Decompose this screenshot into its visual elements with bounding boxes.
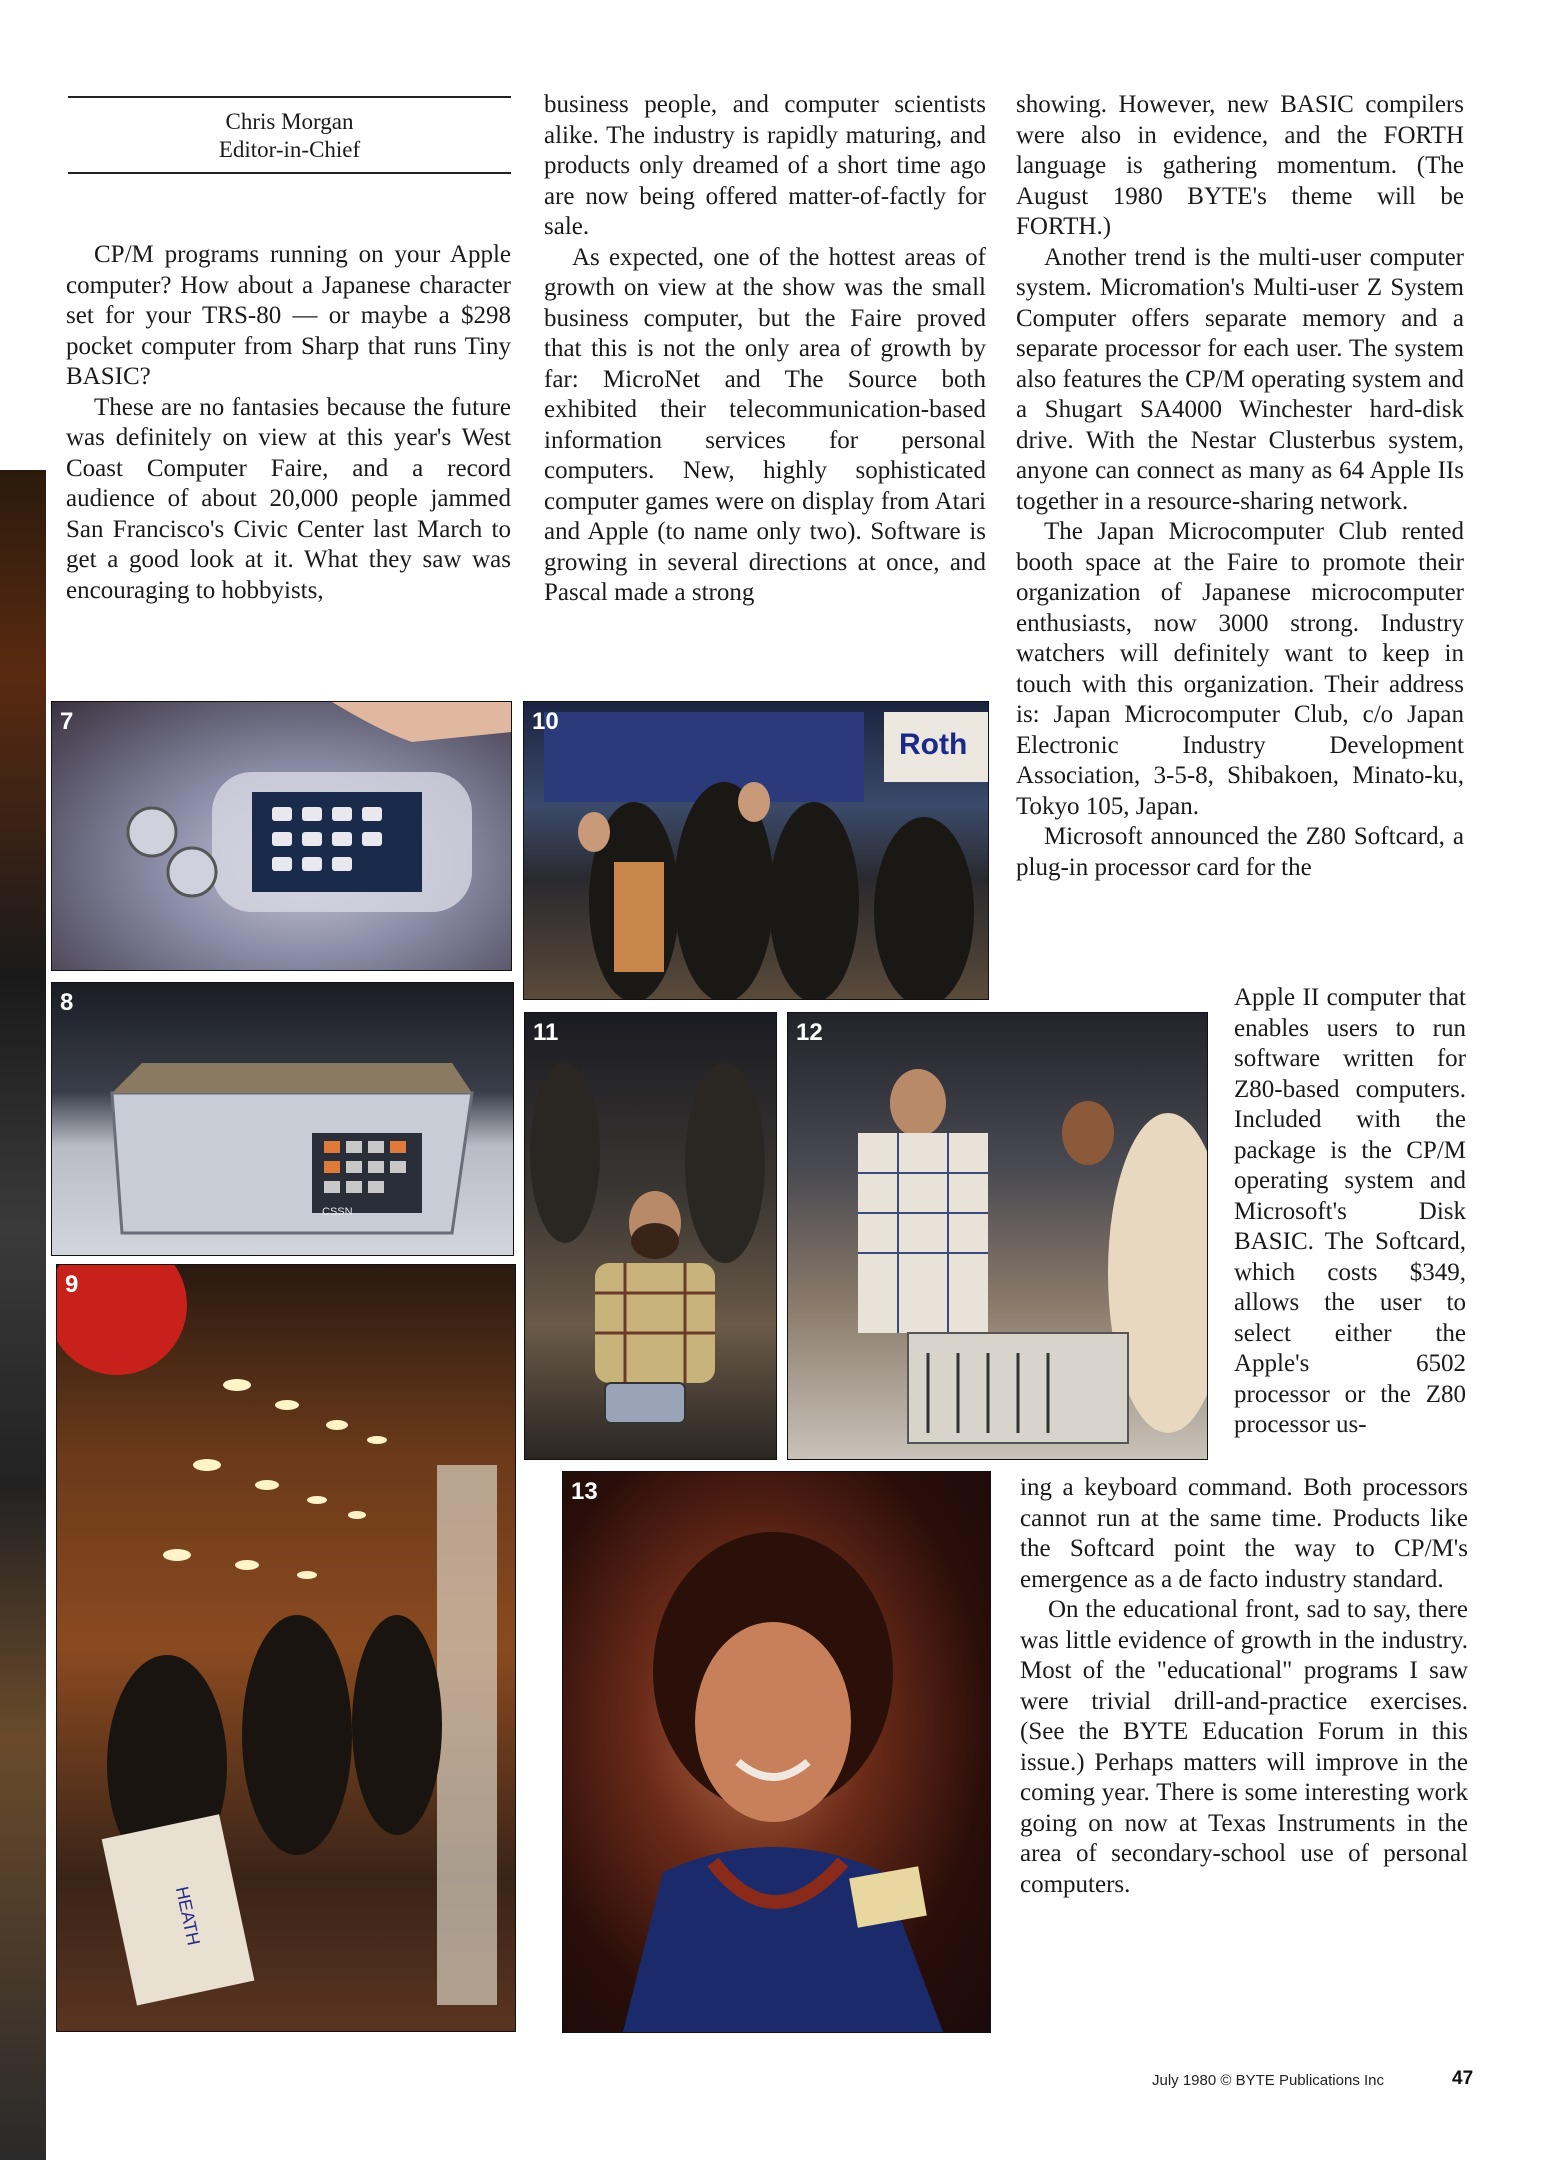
article-column-3-bottom [1020, 1473, 1468, 1900]
paragraph: Another trend is the multi-user computer system. Micromation's Multi-user Z System Computer offers separate memory and a separate processor for each user. The system also features the CP/M operating system and a Shugart SA4000 Winchester hard-disk drive. With the Nestar Clusterbus system, anyone can connect as many as 64 Apple IIs together in a resource-sharing network. [1016, 243, 1464, 515]
left-edge-photo-strip [0, 470, 46, 2160]
author-name: Chris Morgan [225, 109, 354, 134]
paragraph: showing. However, new BASIC compilers were also in evidence, and the FORTH language is gathering momentum. (The August 1980 BYTE's theme will be FORTH.) [1016, 91, 1464, 240]
paragraph: On the educational front, sad to say, there was little evidence of growth in the industry. Most of the "educational" programs I saw were trivial drill-and-practice exercises. (See the BYTE Education Forum in this issue.) Perhaps matters will improve in the coming year. There is some interesting work going on now at Texas Instruments in the area of secondary-school use of personal computers. [1020, 1596, 1468, 1898]
photo-11-illustration [525, 1013, 776, 1459]
paragraph: Microsoft announced the Z80 Softcard, a plug-in processor card for the [1016, 823, 1464, 881]
article-column-3-top [1016, 90, 1464, 883]
paragraph: Apple II computer that enables users to run software written for Z80-based computers. Included with the package is the CP/M operating system and Microsoft's Disk BASIC. The Softcard, which costs $349, allows the user to select either the Apple's 6502 processor or the Z80 processor us- [1234, 984, 1466, 1438]
photo-number: 13 [571, 1478, 598, 1505]
booth-sign: Roth [899, 728, 968, 761]
photo-12-illustration [788, 1013, 1207, 1459]
article-column-2 [544, 90, 986, 609]
paragraph: ing a keyboard command. Both processors cannot run at the same time. Products like the Softcard point the way to CP/M's emergence as a de facto industry standard. [1020, 1474, 1468, 1593]
photo-9 [56, 1264, 516, 2032]
photo-7-illustration [52, 702, 511, 970]
photo-number: 8 [60, 989, 74, 1016]
article-column-1 [66, 240, 511, 606]
photo-number: 10 [532, 708, 559, 735]
photo-9-illustration [57, 1265, 515, 2031]
photo-number: 11 [533, 1019, 559, 1046]
footer-credit: July 1980 © BYTE Publications Inc [1152, 2072, 1385, 2089]
paragraph: business people, and computer scientists alike. The industry is rapidly maturing, and products only dreamed of a short time ago are now being offered matter-of-factly for sale. [544, 91, 986, 240]
article-column-3-narrow [1234, 983, 1466, 1441]
paragraph: These are no fantasies because the future was definitely on view at this year's West Coast Computer Faire, and a record audience of about 20,000 people jammed San Francisco's Civic Center last March to get a good look at it. What they saw was encouraging to hobbyists, [66, 393, 511, 604]
photo-number: 7 [60, 708, 74, 735]
photo-10 [523, 701, 989, 1000]
author-title: Editor-in-Chief [218, 137, 361, 162]
photo-11 [524, 1012, 777, 1460]
photo-13 [562, 1471, 991, 2033]
bag-label: HEATH [171, 1884, 204, 1948]
photo-12 [787, 1012, 1208, 1460]
machine-label: CSSN [322, 1206, 353, 1218]
photo-10-illustration [524, 702, 988, 999]
paragraph: As expected, one of the hottest areas of growth on view at the show was the small business computer, but the Faire proved that this is not the only area of growth by far: MicroNet and The Source both exhibited their telecommunication-based information services for personal computers. New, highly sophisticated computer games were on display from Atari and Apple (to name only two). Software is growing in several directions at once, and Pascal made a strong [544, 243, 986, 606]
photo-8 [51, 982, 514, 1256]
photo-8-illustration [52, 983, 513, 1255]
photo-7 [51, 701, 512, 971]
paragraph: The Japan Microcomputer Club rented booth space at the Faire to promote their organization of Japanese microcomputer enthusiasts, now 3000 strong. Industry watchers will definitely want to keep in touch with this organization. Their address is: Japan Microcomputer Club, c/o Japan Electronic Industry Development Association, 3-5-8, Shibakoen, Minato-ku, Tokyo 105, Japan. [1016, 518, 1464, 820]
byline [68, 96, 511, 174]
photo-13-illustration [563, 1472, 990, 2032]
paragraph: CP/M programs running on your Apple computer? How about a Japanese character set for your TRS-80 — or maybe a $298 pocket computer from Sharp that runs Tiny BASIC? [66, 241, 511, 390]
photo-number: 9 [65, 1271, 79, 1298]
page-number: 47 [1452, 2068, 1474, 2089]
photo-number: 12 [796, 1019, 823, 1046]
